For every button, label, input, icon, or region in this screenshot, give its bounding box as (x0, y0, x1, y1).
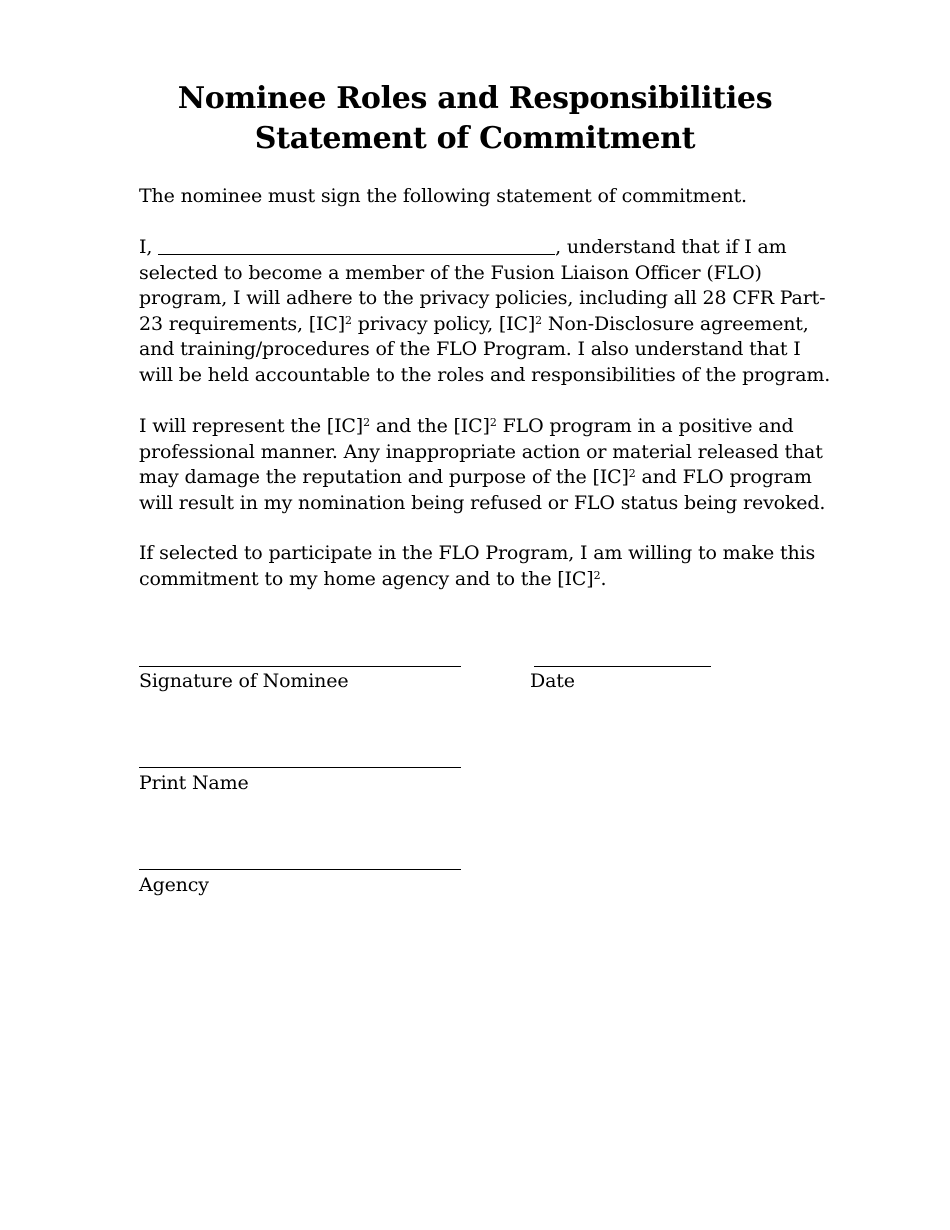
paragraph1-line2: selected to become a member of the Fusion Liaison Officer (FLO) (139, 261, 762, 284)
date-line[interactable] (534, 666, 711, 667)
paragraph2-line4: will result in my nomination being refused or FLO status being revoked. (139, 491, 826, 514)
paragraph1-line4-part-b: privacy policy, [IC] (351, 312, 536, 335)
superscript-2: 2 (535, 313, 542, 327)
superscript-2: 2 (628, 467, 636, 481)
superscript-2: 2 (489, 416, 497, 429)
print-name-line[interactable] (139, 767, 461, 768)
paragraph3-line1: If selected to participate in the FLO Program, I am willing to make this (139, 542, 816, 564)
commitment-paragraph-3 (139, 541, 819, 592)
paragraph2-line2: professional manner. Any inappropriate action or material released that (139, 440, 823, 463)
paragraph2-line1-part-a: I will represent the [IC] (139, 415, 364, 437)
paragraph2-line1-part-b: and the [IC] (369, 415, 490, 437)
paragraph2-line1 (139, 414, 819, 440)
paragraph1-line5: and training/procedures of the FLO Program. I also understand that I (139, 338, 801, 361)
document-title-line1: Nominee Roles and Responsibilities (177, 81, 773, 116)
nominee-name-blank[interactable] (158, 236, 555, 255)
agency-label: Agency (139, 874, 209, 896)
print-name-label: Print Name (139, 772, 249, 794)
paragraph3-line2 (139, 567, 819, 593)
paragraph3-line2-part-a: commitment to my home agency and to the [IC] (139, 567, 594, 590)
paragraph2-line1-part-c: FLO program in a positive and (496, 415, 794, 437)
paragraph1-line1 (139, 235, 819, 261)
paragraph1-line4-part-c: Non-Disclosure agreement, (542, 312, 809, 335)
commitment-paragraph-1 (139, 235, 831, 389)
paragraph1-prefix: I, (139, 236, 159, 258)
commitment-paragraph-2 (139, 414, 826, 516)
paragraph2-line3 (139, 465, 819, 491)
paragraph1-line4 (139, 312, 819, 338)
paragraph1-suffix: , understand that if I am (555, 236, 787, 258)
intro-text: The nominee must sign the following statement of commitment. (139, 185, 747, 207)
paragraph1-line4-part-a: 23 requirements, [IC] (139, 312, 346, 335)
intro-paragraph (139, 184, 819, 210)
superscript-2: 2 (593, 568, 601, 582)
paragraph2-line3-part-b: and FLO program (635, 466, 812, 489)
agency-line[interactable] (139, 869, 461, 870)
paragraph1-line3: program, I will adhere to the privacy policies, including all 28 CFR Part- (139, 287, 826, 310)
document-title-line2: Statement of Commitment (254, 121, 696, 156)
signature-line[interactable] (139, 666, 461, 667)
paragraph1-line6: will be held accountable to the roles and responsibilities of the program. (139, 363, 831, 386)
signature-label: Signature of Nominee (139, 670, 349, 692)
paragraph2-line3-part-a: may damage the reputation and purpose of the [IC] (139, 466, 629, 489)
paragraph3-line2-part-b: . (600, 567, 607, 590)
superscript-2: 2 (363, 416, 370, 429)
superscript-2: 2 (345, 313, 352, 327)
date-label: Date (530, 670, 575, 692)
